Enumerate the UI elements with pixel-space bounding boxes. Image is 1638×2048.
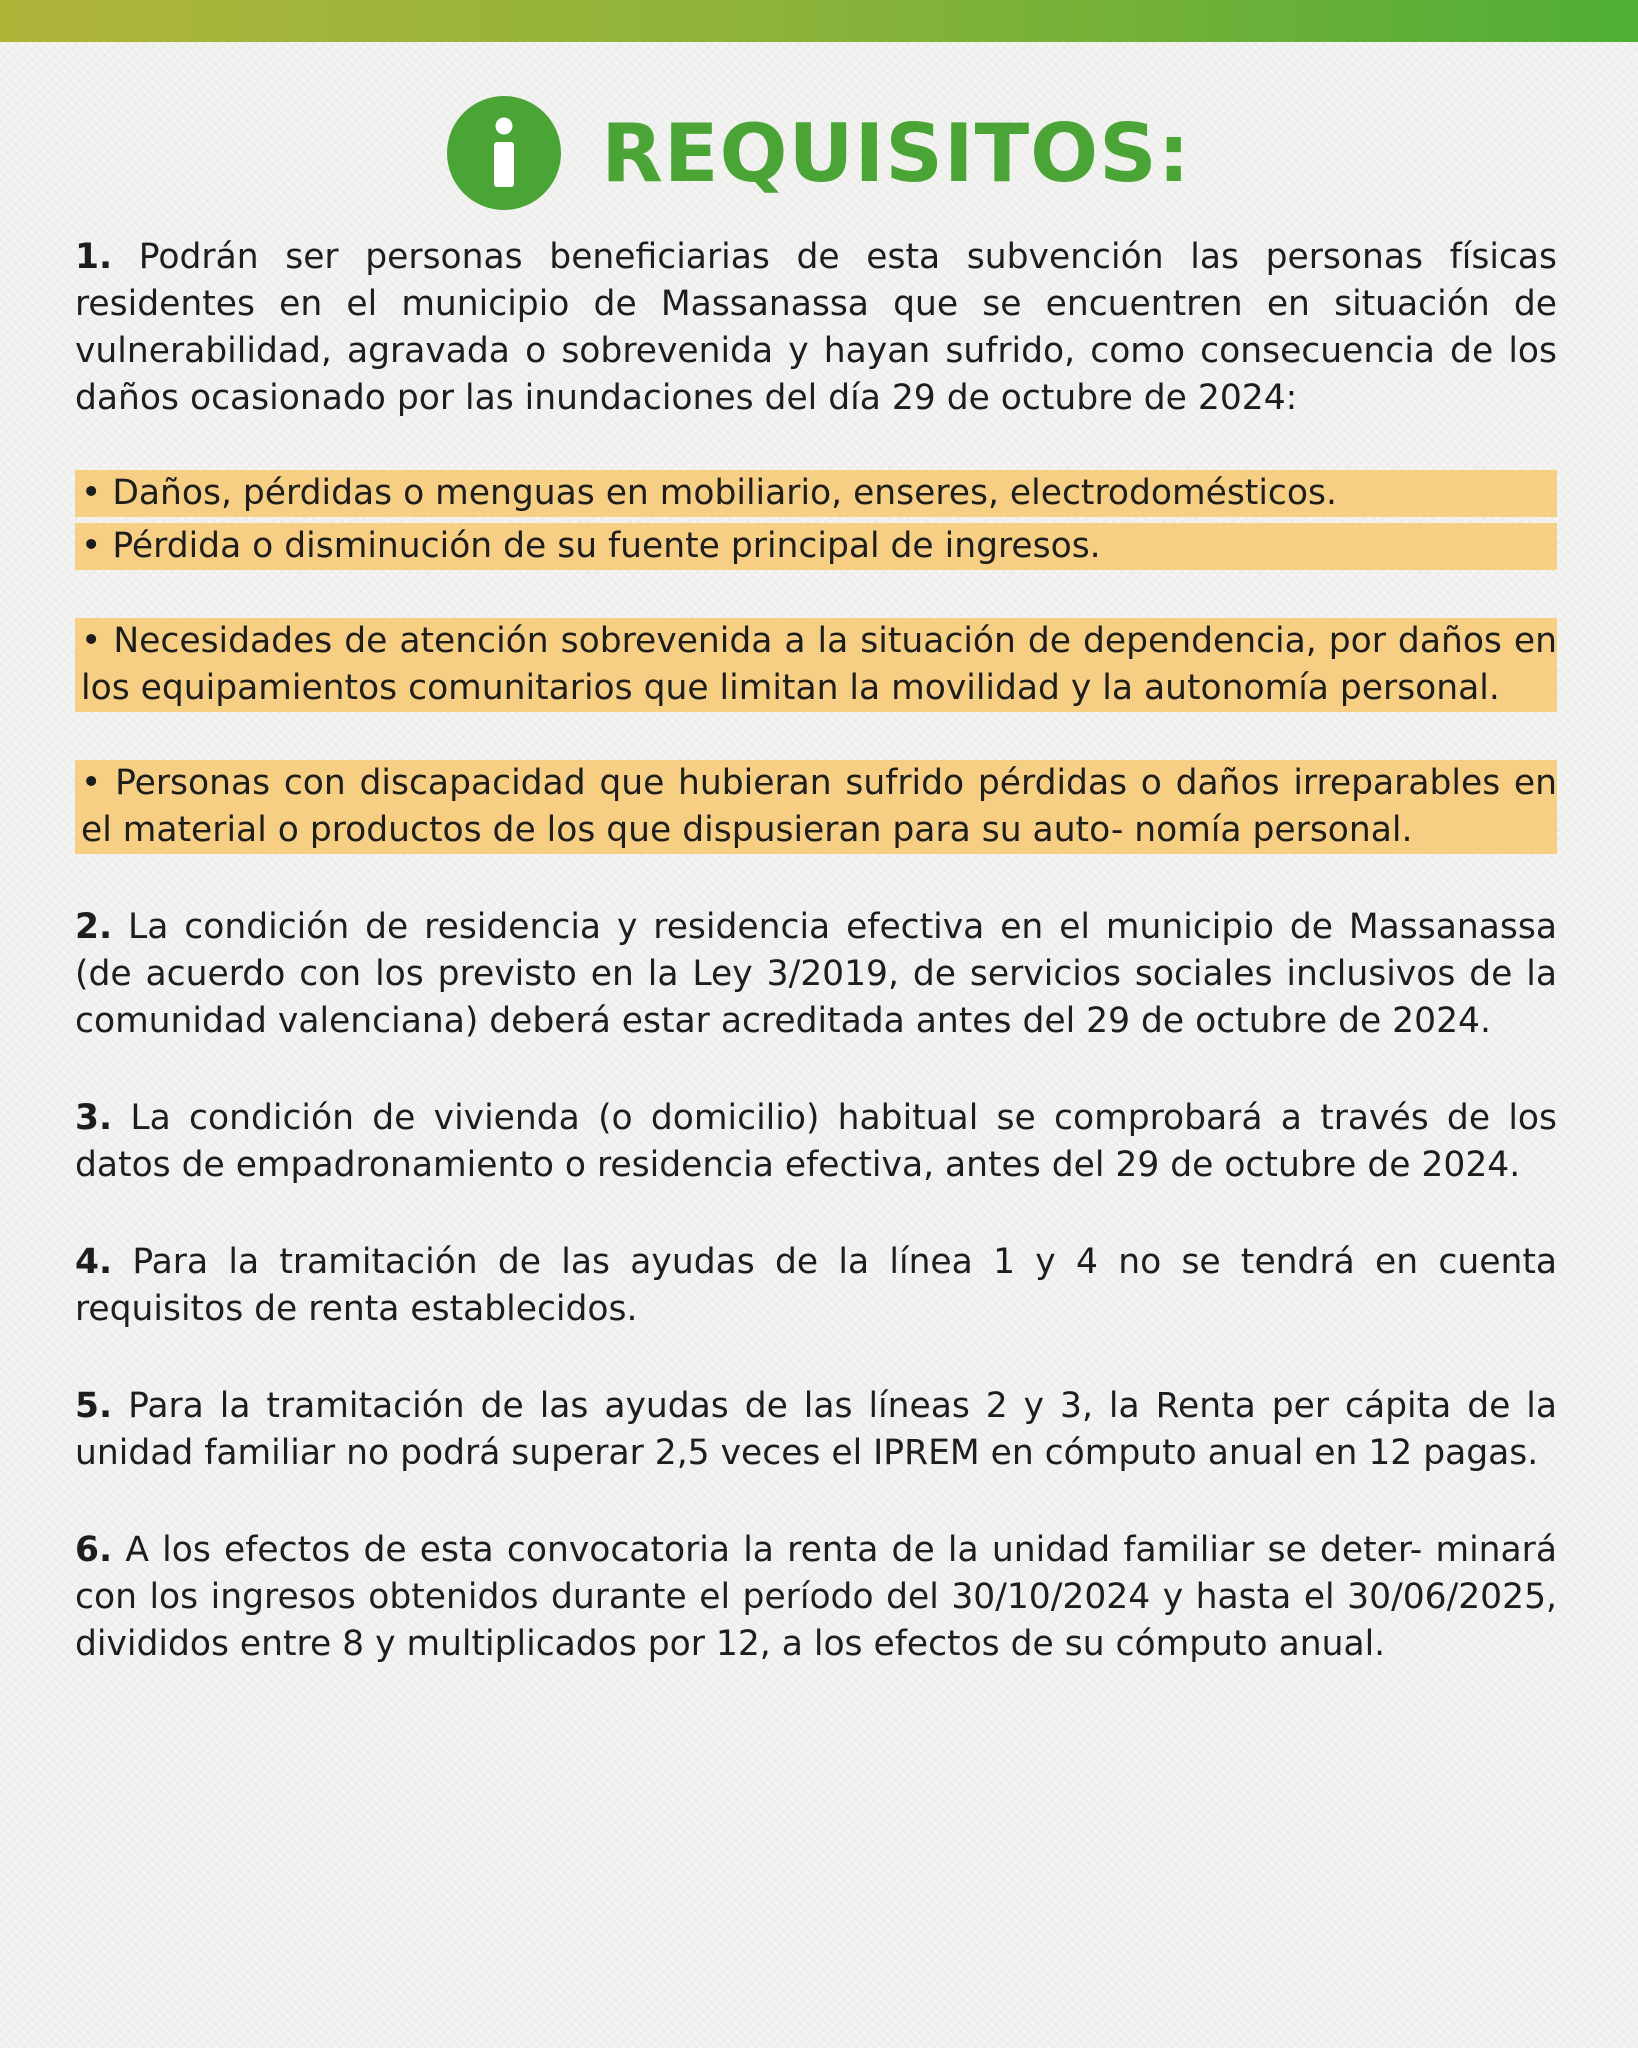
requirement-text: La condición de residencia y residencia efectiva en el municipio de Massanassa (de acuerdo con los previsto en la Ley 3/2019, de servicios sociales inclusivos de la comunidad valenciana) deberá estar acreditada antes del 29 de octubre de 2024. <box>75 907 1557 1041</box>
requirement-number: 6. <box>75 1530 113 1570</box>
requirement-text: Para la tramitación de las ayudas de las líneas 2 y 3, la Renta per cápita de la unidad familiar no podrá superar 2,5 veces el IPREM en cómputo anual en 12 pagas. <box>75 1386 1558 1473</box>
requirement-3 <box>75 1095 1557 1189</box>
requirement-6 <box>75 1527 1557 1668</box>
info-icon <box>447 96 561 210</box>
requirement-text: La condición de vivienda (o domicilio) habitual se comprobará a través de los datos de empadronamiento o residencia efectiva, antes del 29 de octubre de 2024. <box>75 1098 1557 1185</box>
requirement-text: Podrán ser personas beneficiarias de esta subvención las personas físicas residentes en el municipio de Massanassa que se encuentren en situación de vulnerabilidad, agravada o sobrevenida y hayan sufrido, como consecuencia de los daños ocasionado por las inundaciones del día 29 de octubre de 2024: <box>75 237 1557 418</box>
page-header <box>0 96 1638 210</box>
top-accent-bar <box>0 0 1638 42</box>
requirement-1 <box>75 234 1557 422</box>
highlight-bullet-4: • Personas con discapacidad que hubieran sufrido pérdidas o daños irreparables en el material o productos de los que dispusieran para su auto- nomía personal. <box>75 760 1557 854</box>
requirement-text: A los efectos de esta convocatoria la renta de la unidad familiar se deter- minará con los ingresos obtenidos durante el período del 30/10/2024 y hasta el 30/06/2025, divididos entre 8 y multiplicados por 12, a los efectos de su cómputo anual. <box>75 1530 1557 1664</box>
highlight-bullet-3: • Necesidades de atención sobrevenida a la situación de dependencia, por daños en los equipamientos comunitarios que limitan la movilidad y la autonomía personal. <box>75 618 1557 712</box>
page-title: REQUISITOS: <box>601 106 1191 200</box>
highlight-bullet-2: • Pérdida o disminución de su fuente principal de ingresos. <box>75 523 1557 570</box>
requirement-number: 5. <box>75 1386 113 1426</box>
requirement-2 <box>75 904 1557 1045</box>
requirement-text: Para la tramitación de las ayudas de la línea 1 y 4 no se tendrá en cuenta requisitos de renta establecidos. <box>75 1242 1557 1329</box>
requirement-number: 2. <box>75 907 113 947</box>
requirement-number: 1. <box>75 237 113 277</box>
requirements-list <box>75 234 1557 1668</box>
requirement-number: 4. <box>75 1242 113 1282</box>
requirement-4 <box>75 1239 1557 1333</box>
highlight-bullet-1: • Daños, pérdidas o menguas en mobiliario, enseres, electrodomésticos. <box>75 470 1557 517</box>
requirement-number: 3. <box>75 1098 113 1138</box>
requirement-5 <box>75 1383 1557 1477</box>
